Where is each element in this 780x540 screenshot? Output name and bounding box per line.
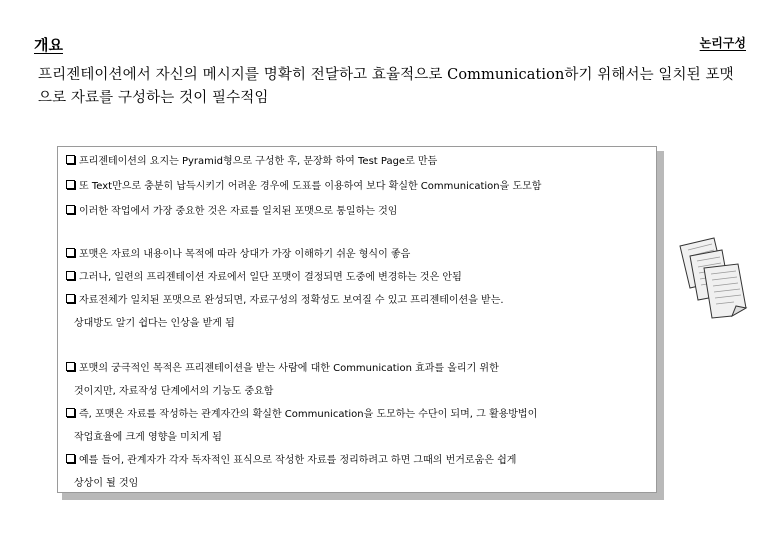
- bullet-text: 또 Text만으로 충분히 납득시키기 어려운 경우에 도표를 이용하여 보다 확실한 Communication을 도모함: [79, 181, 542, 192]
- bullet-text: 포맷의 궁극적인 목적은 프리젠테이션을 받는 사람에 대한 Communication 효과를 올리기 위한: [79, 363, 499, 374]
- bullet-text: 포맷은 자료의 내용이나 목적에 따라 상대가 가장 이해하기 쉬운 형식이 좋음: [79, 249, 411, 260]
- bullet-item: [66, 248, 410, 262]
- bullet-text: 프리젠테이션의 요지는 Pyramid형으로 구성한 후, 문장화 하여 Test Page로 만듬: [79, 156, 438, 167]
- bullet-continuation: 것이지만, 자료작성 단계에서의 기능도 중요함: [74, 386, 274, 397]
- bullet-item: [66, 180, 541, 194]
- checkbox-bullet-icon: [66, 248, 75, 257]
- bullet-text: 이러한 작업에서 가장 중요한 것은 자료를 일치된 포맷으로 통일하는 것임: [79, 206, 398, 217]
- checkbox-bullet-icon: [66, 271, 75, 280]
- checkbox-bullet-icon: [66, 180, 75, 189]
- bullet-item: [66, 155, 437, 169]
- intro-paragraph: 프리젠테이션에서 자신의 메시지를 명확히 전달하고 효율적으로 Communication하기 위해서는 일치된 포맷으로 자료를 구성하는 것이 필수적임: [38, 67, 734, 106]
- section-title-overview: 개요: [34, 36, 63, 54]
- documents-stack-icon: [676, 236, 756, 326]
- checkbox-bullet-icon: [66, 155, 75, 164]
- bullet-text: 예를 들어, 관계자가 각자 독자적인 표식으로 작성한 자료를 정리하려고 하면 그때의 번거로움은 쉽게: [79, 455, 517, 466]
- section-title-logic: 논리구성: [699, 36, 746, 50]
- bullet-continuation: 작업효율에 크게 영향을 미치게 됨: [74, 432, 222, 443]
- bullet-item: [66, 271, 462, 285]
- bullet-item: [66, 454, 516, 468]
- bullet-continuation: 상상이 될 것임: [74, 478, 139, 489]
- bullet-item: [66, 205, 397, 219]
- bullet-item: [66, 408, 537, 422]
- bullet-text: 자료전체가 일치된 포맷으로 완성되면, 자료구성의 정확성도 보여질 수 있고 프리젠테이션을 받는.: [79, 295, 504, 306]
- bullet-item: [66, 362, 499, 376]
- checkbox-bullet-icon: [66, 454, 75, 463]
- checkbox-bullet-icon: [66, 408, 75, 417]
- bullet-continuation: 상대방도 알기 쉽다는 인상을 받게 됨: [74, 318, 235, 329]
- bullet-text: 즉, 포맷은 자료를 작성하는 관계자간의 확실한 Communication을 도모하는 수단이 되며, 그 활용방법이: [79, 409, 538, 420]
- checkbox-bullet-icon: [66, 205, 75, 214]
- checkbox-bullet-icon: [66, 362, 75, 371]
- checkbox-bullet-icon: [66, 294, 75, 303]
- bullet-text: 그러나, 일련의 프리젠테이션 자료에서 일단 포맷이 결정되면 도중에 변경하는 것은 안됨: [79, 272, 462, 283]
- bullet-item: [66, 294, 504, 308]
